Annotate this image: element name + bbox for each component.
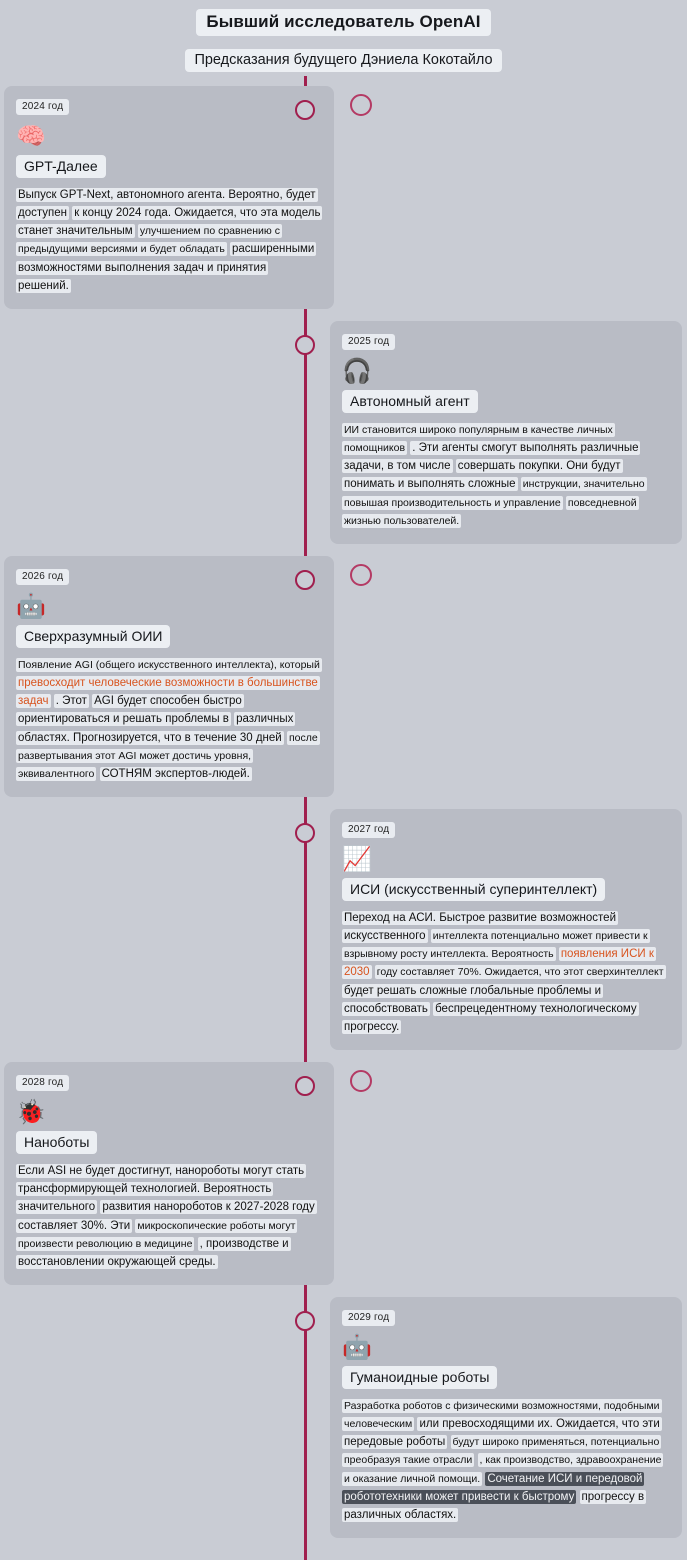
year-badge: 2029 год [342, 1310, 395, 1326]
timeline-row [0, 809, 687, 1050]
timeline-row [0, 86, 687, 309]
card-body-segment: повседневной жизнью пользователей. [344, 496, 637, 527]
brain-icon: 🧠 [16, 123, 46, 150]
ladybug-icon: 🐞 [16, 1099, 46, 1127]
timeline-card[interactable] [330, 809, 682, 1050]
timeline-node-empty [350, 94, 372, 116]
card-title: Сверхразумный ОИИ [16, 625, 170, 648]
card-body-segment: Переход на АСИ. Быстрое развитие возможностей искусственного [344, 911, 616, 943]
timeline-card[interactable] [330, 1297, 682, 1538]
card-body-segment: Если ASI не будет достигнут, нанороботы могут стать [18, 1165, 305, 1178]
card-body-segment: к концу 2024 года. Ожидается, что эта модель станет значительным [18, 207, 321, 238]
chart-increasing-icon: 📈 [342, 845, 372, 873]
timeline-node [295, 1076, 315, 1096]
card-body-segment: Появление AGI (общего искусственного интеллекта), который [18, 658, 320, 671]
card-body-segment: , производстве и восстановлении окружающей среды. [18, 1237, 289, 1268]
card-body-segment: будут широко применяться, потенциально преобразуя такие отрасли [344, 1436, 660, 1467]
card-body-segment: инструкции, значительно повышая производительность и управление [344, 478, 645, 509]
card-body-segment: . Эти агенты смогут выполнять различные задачи, в том числе [344, 442, 639, 473]
timeline-node [295, 100, 315, 120]
card-body [342, 909, 670, 1036]
card-body-segment: после развертывания этот AGI может достичь уровня, эквивалентного [18, 731, 318, 780]
card-body-segment: расширенными возможностями выполнения задач и принятия [18, 243, 315, 274]
timeline-row [0, 1062, 687, 1285]
robot-icon: 🤖 [342, 1334, 372, 1361]
card-body [342, 1397, 670, 1524]
card-body-segment: развития нанороботов к 2027-2028 году составляет 30%. Эти [18, 1201, 315, 1232]
timeline-node-empty [350, 1070, 372, 1092]
card-body-segment: совершать покупки. Они будут понимать и выполнять сложные [344, 460, 621, 491]
card-body-segment: AGI будет способен быстро ориентироваться и решать проблемы в [18, 695, 242, 726]
card-body-segment: году составляет 70%. Ожидается, что этот сверхинтеллект [376, 966, 664, 979]
timeline-row [0, 321, 687, 544]
card-body-segment: различных областях. Прогнозируется, что в течение 30 дней [18, 713, 294, 744]
card-body-segment: или превосходящими их. Ожидается, что эти передовые роботы [344, 1418, 660, 1449]
headphones-icon: 🎧 [342, 357, 372, 385]
card-body-segment: превосходит человеческие возможности в большинстве задач [18, 677, 318, 708]
card-body [342, 421, 670, 530]
year-badge: 2026 год [16, 569, 69, 585]
card-body-segment: , как производство, здравоохранение и оказание личной помощи. [344, 1454, 662, 1485]
year-badge: 2025 год [342, 334, 395, 350]
card-body [16, 1162, 322, 1271]
timeline-card[interactable] [4, 1062, 334, 1285]
card-body-segment: . Этот [55, 695, 87, 708]
timeline-node [295, 335, 315, 355]
card-title: Гуманоидные роботы [342, 1366, 497, 1389]
card-body-segment: Выпуск GPT-Next, автономного агента. Вероятно, будет доступен [18, 189, 316, 220]
card-body-segment: прогрессу в различных областях. [344, 1490, 645, 1521]
timeline-card[interactable] [4, 86, 334, 309]
card-title: Автономный агент [342, 390, 478, 413]
page-title: Бывший исследователь OpenAI [196, 9, 490, 36]
card-body [16, 656, 322, 783]
card-title: GPT-Далее [16, 155, 106, 178]
year-badge: 2024 год [16, 99, 69, 115]
timeline-card[interactable] [330, 321, 682, 544]
timeline-list [0, 86, 687, 1538]
card-title: ИСИ (искусственный суперинтеллект) [342, 878, 605, 901]
card-body-segment: СОТНЯМ экспертов-людей. [101, 767, 250, 780]
card-body-segment: беспрецедентному технологическому прогрессу. [344, 1002, 637, 1033]
page-title-wrap [0, 0, 687, 36]
year-badge: 2027 год [342, 822, 395, 838]
timeline-card[interactable] [4, 556, 334, 797]
timeline-node [295, 1311, 315, 1331]
page-subtitle: Предсказания будущего Дэниела Кокотайло [185, 49, 501, 72]
card-body-segment: будет решать сложные глобальные проблемы и способствовать [344, 984, 602, 1015]
page-subtitle-wrap [0, 36, 687, 72]
card-body-segment: ИИ становится широко популярным в качестве личных помощников [344, 423, 613, 455]
card-body-segment: микроскопические роботы могут произвести революцию в медицине [18, 1219, 296, 1250]
card-body [16, 186, 322, 295]
card-body-segment: интеллекта потенциально может привести к взрывному росту интеллекта. Вероятность [344, 930, 648, 961]
timeline-node [295, 823, 315, 843]
timeline-row [0, 556, 687, 797]
robot-icon: 🤖 [16, 592, 46, 620]
timeline-node [295, 570, 315, 590]
year-badge: 2028 год [16, 1075, 69, 1091]
card-body-segment: улучшением по сравнению с предыдущими версиями и будет обладать [18, 225, 280, 256]
timeline-node-empty [350, 564, 372, 586]
card-title: Наноботы [16, 1131, 97, 1154]
card-body-segment: трансформирующей технологией. Вероятность значительного [18, 1183, 272, 1214]
timeline-row [0, 1297, 687, 1538]
card-body-segment: Разработка роботов с физическими возможностями, подобными человеческим [344, 1400, 660, 1431]
card-body-segment: решений. [18, 279, 69, 292]
card-body-segment: появления ИСИ к 2030 [344, 948, 654, 979]
card-body-segment: Сочетание ИСИ и передовой робототехники может привести к быстрому [344, 1472, 643, 1503]
